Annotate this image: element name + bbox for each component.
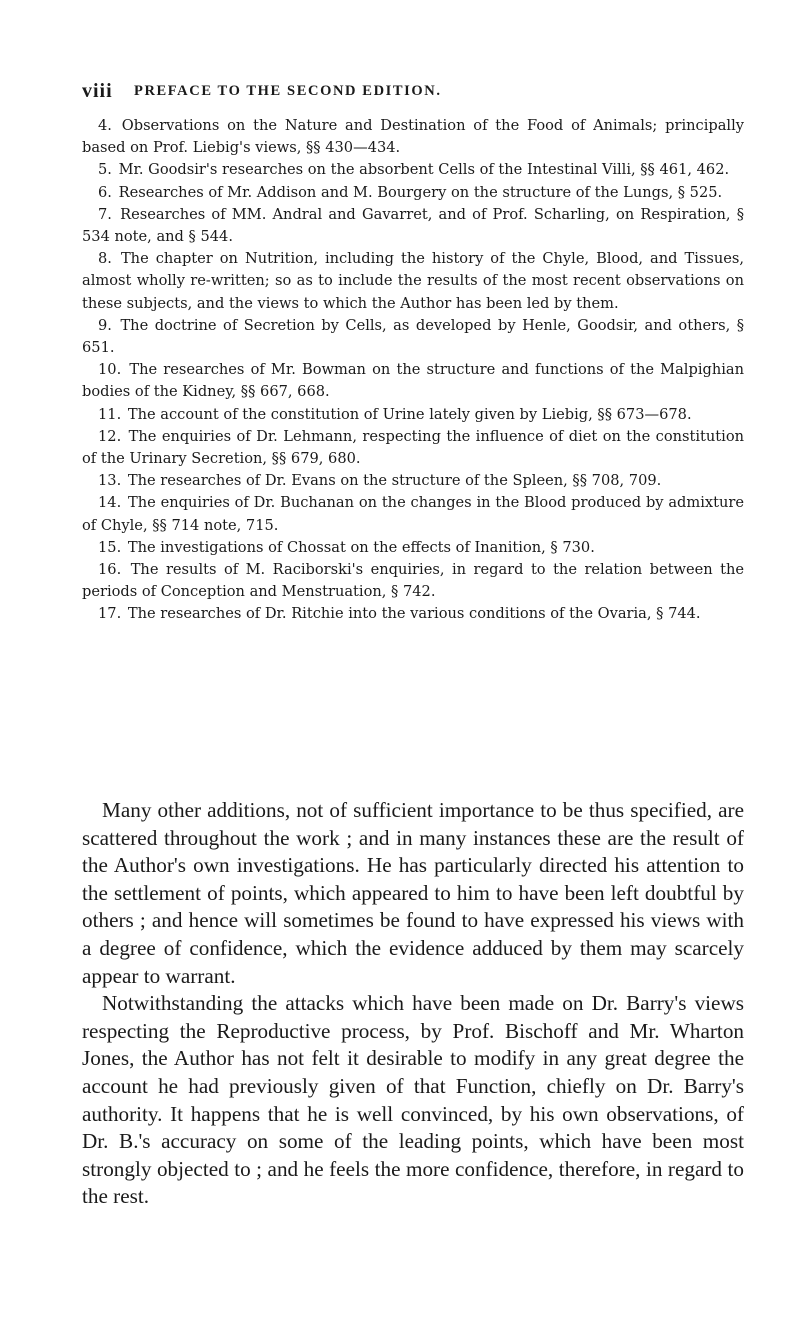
list-item bbox=[82, 204, 744, 248]
item-number: 4. bbox=[98, 117, 112, 134]
item-number: 7. bbox=[98, 205, 112, 223]
item-number: 15. bbox=[98, 538, 122, 556]
running-title: PREFACE TO THE SECOND EDITION. bbox=[134, 83, 442, 99]
item-number: 12. bbox=[98, 427, 122, 445]
item-number: 10. bbox=[98, 361, 122, 379]
item-number: 13. bbox=[98, 472, 122, 490]
item-text: The enquiries of Dr. Lehmann, respecting the influence of diet on the constitution of the Urinary Secretion, §§ 679, 680. bbox=[82, 427, 745, 468]
item-text: Researches of MM. Andral and Gavarret, and of Prof. Scharling, on Respiration, § 534 note, and § 544. bbox=[82, 205, 744, 246]
list-item bbox=[82, 470, 744, 492]
item-text: The results of M. Raciborski's enquiries, in regard to the relation between the periods of Conception and Menstruation, § 742. bbox=[82, 561, 745, 601]
item-number: 9. bbox=[98, 316, 112, 334]
item-number: 16. bbox=[98, 561, 122, 579]
list-item bbox=[82, 426, 744, 470]
additions-list bbox=[82, 115, 744, 626]
list-item bbox=[82, 559, 744, 603]
item-text: The researches of Mr. Bowman on the structure and functions of the Malpighian bodies of the Kidney, §§ 667, 668. bbox=[82, 361, 744, 401]
item-number: 8. bbox=[98, 250, 112, 268]
paragraph: Notwithstanding the attacks which have been made on Dr. Barry's views respecting the Reproductive process, by Prof. Bischoff and Mr. Wharton Jones, the Author has not felt it desirable to modify in any great degree the account he had previously given of that Function, chiefly on Dr. Barry's authority. It happens that he is well convinced, by his own observations, of Dr. B.'s accuracy on some of the leading points, which have been most strongly objected to ; and he feels the more confidence, therefore, in regard to the rest. bbox=[82, 991, 744, 1209]
list-item bbox=[82, 537, 744, 559]
list-item bbox=[82, 359, 744, 403]
list-item bbox=[82, 404, 744, 426]
item-text: The doctrine of Secretion by Cells, as developed by Henle, Goodsir, and others, § 651. bbox=[82, 316, 745, 357]
item-number: 17. bbox=[98, 605, 122, 623]
running-head bbox=[82, 80, 742, 104]
item-text: Researches of Mr. Addison and M. Bourgery on the structure of the Lungs, § 525. bbox=[118, 183, 723, 201]
page-number: viii bbox=[82, 80, 113, 102]
list-item bbox=[82, 315, 744, 359]
list-item bbox=[82, 603, 744, 625]
item-number: 6. bbox=[98, 183, 112, 201]
item-text: Observations on the Nature and Destination of the Food of Animals; principally based on Prof. Liebig's views, §§ 430—434. bbox=[82, 117, 744, 157]
item-text: The enquiries of Dr. Buchanan on the changes in the Blood produced by admixture of Chyle, §§ 714 note, 715. bbox=[82, 494, 744, 534]
item-number: 14. bbox=[98, 494, 122, 512]
item-text: The investigations of Chossat on the effects of Inanition, § 730. bbox=[127, 538, 595, 556]
list-item bbox=[82, 159, 744, 181]
paragraph: Many other additions, not of sufficient importance to be thus specified, are scattered throughout the work ; and in many instances these are the result of the Author's own investigations. He has particularly directed his attention to the settlement of points, which appeared to him to have been left doubtful by others ; and hence will sometimes be found to have expressed his views with a degree of confidence, which the evidence adduced by them may scarcely appear to warrant. bbox=[82, 798, 744, 988]
list-item bbox=[82, 182, 744, 204]
item-text: The researches of Dr. Evans on the structure of the Spleen, §§ 708, 709. bbox=[127, 472, 662, 490]
item-text: The chapter on Nutrition, including the history of the Chyle, Blood, and Tissues, almost wholly re-written; so as to include the results of the most recent observations on these subjects, and the views to which the Author has been led by them. bbox=[82, 250, 745, 312]
item-number: 5. bbox=[98, 161, 112, 179]
list-item bbox=[82, 248, 744, 315]
item-text: Mr. Goodsir's researches on the absorbent Cells of the Intestinal Villi, §§ 461, 462. bbox=[118, 161, 730, 179]
item-text: The account of the constitution of Urine lately given by Liebig, §§ 673—678. bbox=[127, 405, 692, 423]
item-text: The researches of Dr. Ritchie into the various conditions of the Ovaria, § 744. bbox=[127, 605, 701, 623]
item-number: 11. bbox=[98, 405, 122, 423]
list-item bbox=[82, 115, 744, 159]
list-item bbox=[82, 492, 744, 536]
body-text bbox=[82, 797, 744, 1211]
